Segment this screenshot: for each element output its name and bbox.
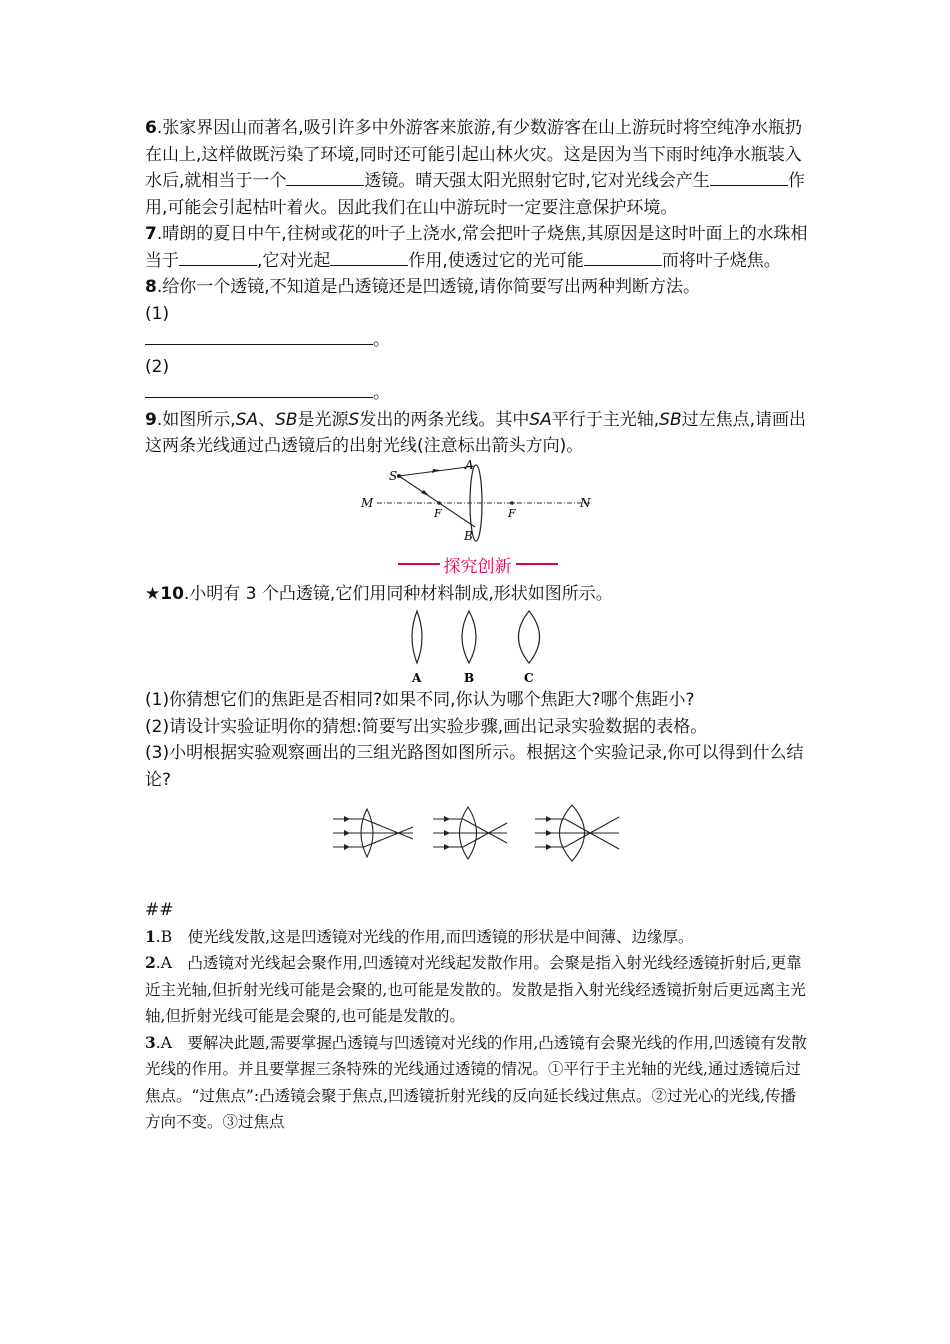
question-number: 9: [145, 409, 157, 430]
lens-a: [412, 611, 422, 663]
question-6: [145, 115, 810, 221]
question-text: (1)你猜想它们的焦距是否相同?如果不同,你认为哪个焦距大?哪个焦距小?: [145, 690, 695, 710]
title-rule-right: [516, 563, 558, 565]
answer-marker: [145, 897, 810, 924]
question-10: [145, 581, 810, 608]
section-title-text: 探究创新: [443, 556, 512, 577]
answer-2: [145, 950, 810, 1030]
question-text: .小明有 3 个凸透镜,它们用同种材料制成,形状如图所示。: [183, 583, 613, 604]
answer-line[interactable]: [145, 383, 373, 398]
question-text: 过左焦点,请画出这两条光线通过凸透镜后的出射光线(注意标出箭头方向)。: [145, 409, 807, 456]
period: 。: [373, 383, 390, 403]
q8-line-1: [145, 327, 810, 354]
lens-label-c: C: [524, 671, 534, 685]
right-focus-point: [510, 501, 514, 505]
answer-blank[interactable]: [179, 251, 257, 266]
worksheet-page: [145, 115, 810, 1136]
label-right-f: F: [508, 506, 516, 520]
lens-label-b: B: [464, 671, 475, 685]
ray-path-diagrams: [145, 799, 810, 869]
answer-3: [145, 1030, 810, 1136]
q10-part-3: [145, 740, 810, 793]
question-text: .如图所示,: [156, 409, 236, 430]
question-number: ★10: [145, 583, 184, 604]
source-label: S: [348, 409, 360, 430]
source-point: [397, 474, 401, 478]
question-number: 6: [145, 118, 157, 138]
question-7: [145, 221, 810, 274]
question-text: (2)请设计实验证明你的猜想:简要写出实验步骤,画出记录实验数据的表格。: [145, 716, 708, 737]
left-focus-point: [437, 501, 441, 505]
label-n: N: [580, 495, 591, 510]
ray-label: SA: [235, 409, 259, 430]
ray-label: SA: [529, 409, 552, 430]
question-text: 透镜。晴天强太阳光照射它时,它对光线会产生: [364, 171, 710, 191]
label-a: A: [465, 459, 474, 472]
answer-text: .A 要解决此题,需要掌握凸透镜与凹透镜对光线的作用,凸透镜有会聚光线的作用,凹透镜有发散光线的作用。并且要掌握三条特殊的光线通过透镜的情况。①平行于主光轴的光线,通过透镜后过焦点。“过焦点”:凸透镜会聚于焦点,凹透镜折射光线的反向延长线过焦点。②过光心的光线,传播方向不变。③过焦点: [145, 1033, 807, 1131]
q8-item-1: [145, 301, 810, 328]
q10-part-2: [145, 714, 810, 741]
question-text: 是光源: [297, 409, 349, 430]
period: 。: [373, 330, 390, 350]
answers-section: [145, 924, 810, 1136]
question-9: [145, 407, 810, 460]
answer-1: [145, 924, 810, 951]
q10-part-1: [145, 687, 810, 714]
answer-blank[interactable]: [710, 171, 788, 186]
answer-blank[interactable]: [286, 171, 364, 186]
answer-number: 2: [145, 953, 156, 972]
answer-number: 1: [145, 926, 156, 946]
question-text: .给你一个透镜,不知道是凸透镜还是凹透镜,请你简要写出两种判断方法。: [156, 277, 701, 297]
question-text: .晴朗的夏日中午,往树或花的叶子上浇水,常会把叶子烧焦,其原因是这时叶面上的水珠相当于: [145, 224, 808, 271]
label-b: B: [464, 528, 473, 543]
question-number: 8: [145, 277, 157, 297]
question-text: 平行于主光轴,: [551, 409, 660, 430]
question-text: 作用,可能会引起枯叶着火。因此我们在山中游玩时一定要注意保护环境。: [145, 171, 805, 218]
q8-line-2: [145, 380, 810, 407]
answer-number: 3: [145, 1032, 156, 1052]
lens-label-a: A: [412, 671, 422, 685]
answer-line[interactable]: [145, 330, 373, 345]
q8-item-2: [145, 354, 810, 381]
three-lenses-figure: [145, 607, 810, 687]
separator: 、: [258, 409, 276, 430]
label-s: S: [389, 468, 398, 483]
question-text: ,它对光起: [257, 250, 331, 271]
answer-text: .B 使光线发散,这是凹透镜对光线的作用,而凹透镜的形状是中间薄、边缘厚。: [155, 927, 694, 946]
lens-b: [462, 611, 476, 663]
question-text: (3)小明根据实验观察画出的三组光路图如图所示。根据这个实验记录,你可以得到什么结论?: [145, 743, 804, 790]
question-text: 而将叶子烧焦。: [661, 250, 781, 271]
ray-label: SB: [275, 409, 298, 430]
label-m: M: [361, 495, 374, 510]
item-label: (2): [145, 356, 170, 377]
label-left-f: F: [434, 506, 442, 520]
answer-blank[interactable]: [584, 251, 662, 266]
ray-sb-arrow: [421, 490, 429, 496]
convex-lens-ray-diagram: [145, 460, 810, 550]
title-rule-left: [398, 563, 440, 565]
answer-blank[interactable]: [330, 251, 408, 266]
lens-c: [519, 611, 540, 663]
question-8: [145, 274, 810, 301]
marker-text: ##: [145, 900, 174, 920]
ray-label: SB: [659, 409, 682, 430]
answer-text: .A 凸透镜对光线起会聚作用,凹透镜对光线起发散作用。会聚是指入射光线经透镜折射后,更靠近主光轴,但折射光线可能是会聚的,也可能是发散的。发散是指入射光线经透镜折射后更远离主光轴,但折射光线可能是会聚的,也可能是发散的。: [145, 954, 806, 1025]
section-title: [145, 552, 810, 577]
item-label: (1): [145, 303, 170, 324]
question-text: 发出的两条光线。其中: [359, 409, 530, 430]
question-text: .张家界因山而著名,吸引许多中外游客来旅游,有少数游客在山上游玩时将空纯净水瓶扔在山上,这样做既污染了环境,同时还可能引起山林火灾。这是因为当下雨时纯净水瓶装入水后,就相当于一个: [145, 118, 803, 191]
question-text: 作用,使透过它的光可能: [408, 250, 584, 271]
question-number: 7: [145, 224, 157, 244]
